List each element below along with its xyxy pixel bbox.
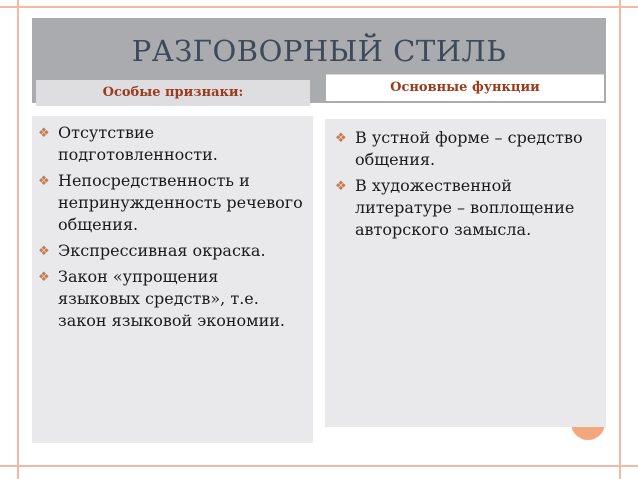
right-column-header: Основные функции: [326, 74, 604, 101]
frame-line-top: [0, 6, 638, 8]
diamond-bullet-icon: ❖: [335, 179, 347, 194]
list-item: [38, 240, 305, 262]
left-list: [32, 116, 313, 332]
list-item: [38, 122, 305, 166]
slide-title: РАЗГОВОРНЫЙ СТИЛЬ: [131, 34, 507, 68]
list-item-text: В художественной литературе – воплощение авторского замысла.: [355, 176, 575, 239]
list-item: [38, 266, 305, 332]
right-list: [325, 119, 606, 241]
list-item-text: Непосредственность и непринужденность речевого общения.: [58, 171, 303, 234]
left-column-header: Особые признаки:: [36, 80, 310, 106]
frame-line-right: [619, 0, 621, 479]
list-item: [335, 175, 598, 241]
diamond-bullet-icon: ❖: [38, 270, 50, 285]
list-item-text: Закон «упрощения языковых средств», т.е. закон языковой экономии.: [58, 267, 285, 330]
frame-line-left: [17, 0, 19, 479]
diamond-bullet-icon: ❖: [335, 131, 347, 146]
list-item-text: Экспрессивная окраска.: [58, 241, 266, 260]
diamond-bullet-icon: ❖: [38, 126, 50, 141]
right-panel: [325, 119, 606, 427]
list-item-text: В устной форме – средство общения.: [355, 128, 583, 169]
list-item: [335, 127, 598, 171]
list-item-text: Отсутствие подготовленности.: [58, 123, 218, 164]
diamond-bullet-icon: ❖: [38, 244, 50, 259]
frame-line-bottom: [0, 465, 638, 467]
diamond-bullet-icon: ❖: [38, 174, 50, 189]
list-item: [38, 170, 305, 236]
left-panel: [32, 116, 313, 443]
